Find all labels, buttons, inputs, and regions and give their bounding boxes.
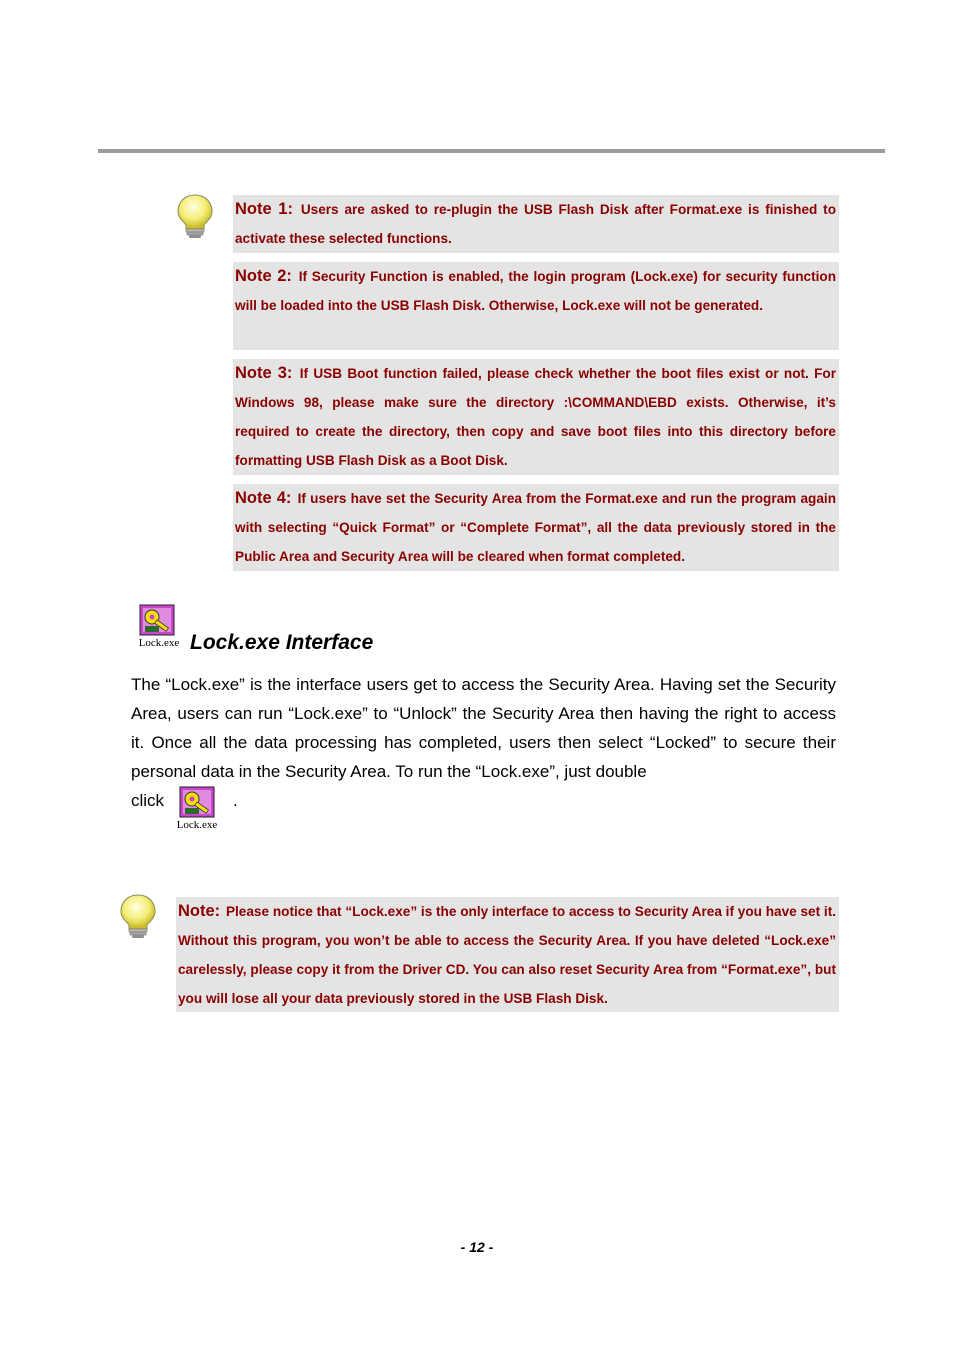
page-number: - 12 -	[460, 1239, 494, 1255]
lock-exe-icon	[136, 604, 182, 652]
note-label: Note 3:	[235, 364, 293, 382]
inline-lock-exe-icon	[174, 786, 220, 834]
section-title: Lock.exe Interface	[190, 631, 374, 654]
click-text: click	[131, 791, 165, 810]
note-label: Note 4:	[235, 489, 292, 507]
note-label: Note:	[178, 902, 221, 920]
note-text: If users have set the Security Area from the Format.exe and run the program again with selecting “Quick Format” or “Complete Format”, all the data previously stored in the Public Area and Security Area will be cleared when format completed.	[235, 491, 836, 564]
note-text: If Security Function is enabled, the login program (Lock.exe) for security function will be loaded into the USB Flash Disk. Otherwise, Lock.exe will not be generated.	[235, 269, 837, 313]
body-paragraph: The “Lock.exe” is the interface users get to access the Security Area. Having set the Security Area, users can run “Lock.exe” to “Unlock” the Security Area then having the right to access it. Once all the data processing has completed, users then select “Locked” to secure their personal data in the Security Area. To run the “Lock.exe”, just double	[131, 675, 836, 781]
lightbulb-icon	[118, 892, 158, 940]
note-text: If USB Boot function failed, please check whether the boot files exist or not. For Windows 98, please make sure the directory :\COMMAND\EBD exists. Otherwise, it’s required to create the directory, then copy and save boot files into this directory before formatting USB Flash Disk as a Boot Disk.	[235, 366, 837, 468]
period: .	[233, 791, 238, 810]
note-4	[233, 484, 839, 571]
bottom-note	[176, 897, 839, 1012]
note-text: Please notice that “Lock.exe” is the only interface to access to Security Area if you have set it. Without this program, you won’t be able to access the Security Area. If you have deleted “Lock.exe” carelessly, please copy it from the Driver CD. You can also reset Security Area from “Format.exe”, but you will lose all your data previously stored in the USB Flash Disk.	[178, 904, 836, 1006]
header-rule	[98, 149, 885, 153]
note-3	[233, 359, 839, 475]
note-2	[233, 262, 839, 350]
lock-exe-caption: Lock.exe	[176, 819, 218, 831]
note-label: Note 2:	[235, 267, 292, 285]
lock-exe-caption: Lock.exe	[138, 637, 180, 649]
lightbulb-icon	[175, 192, 215, 240]
note-1	[233, 195, 839, 253]
note-text: Users are asked to re-plugin the USB Flash Disk after Format.exe is finished to activate these selected functions.	[235, 202, 836, 246]
note-label: Note 1:	[235, 200, 293, 218]
